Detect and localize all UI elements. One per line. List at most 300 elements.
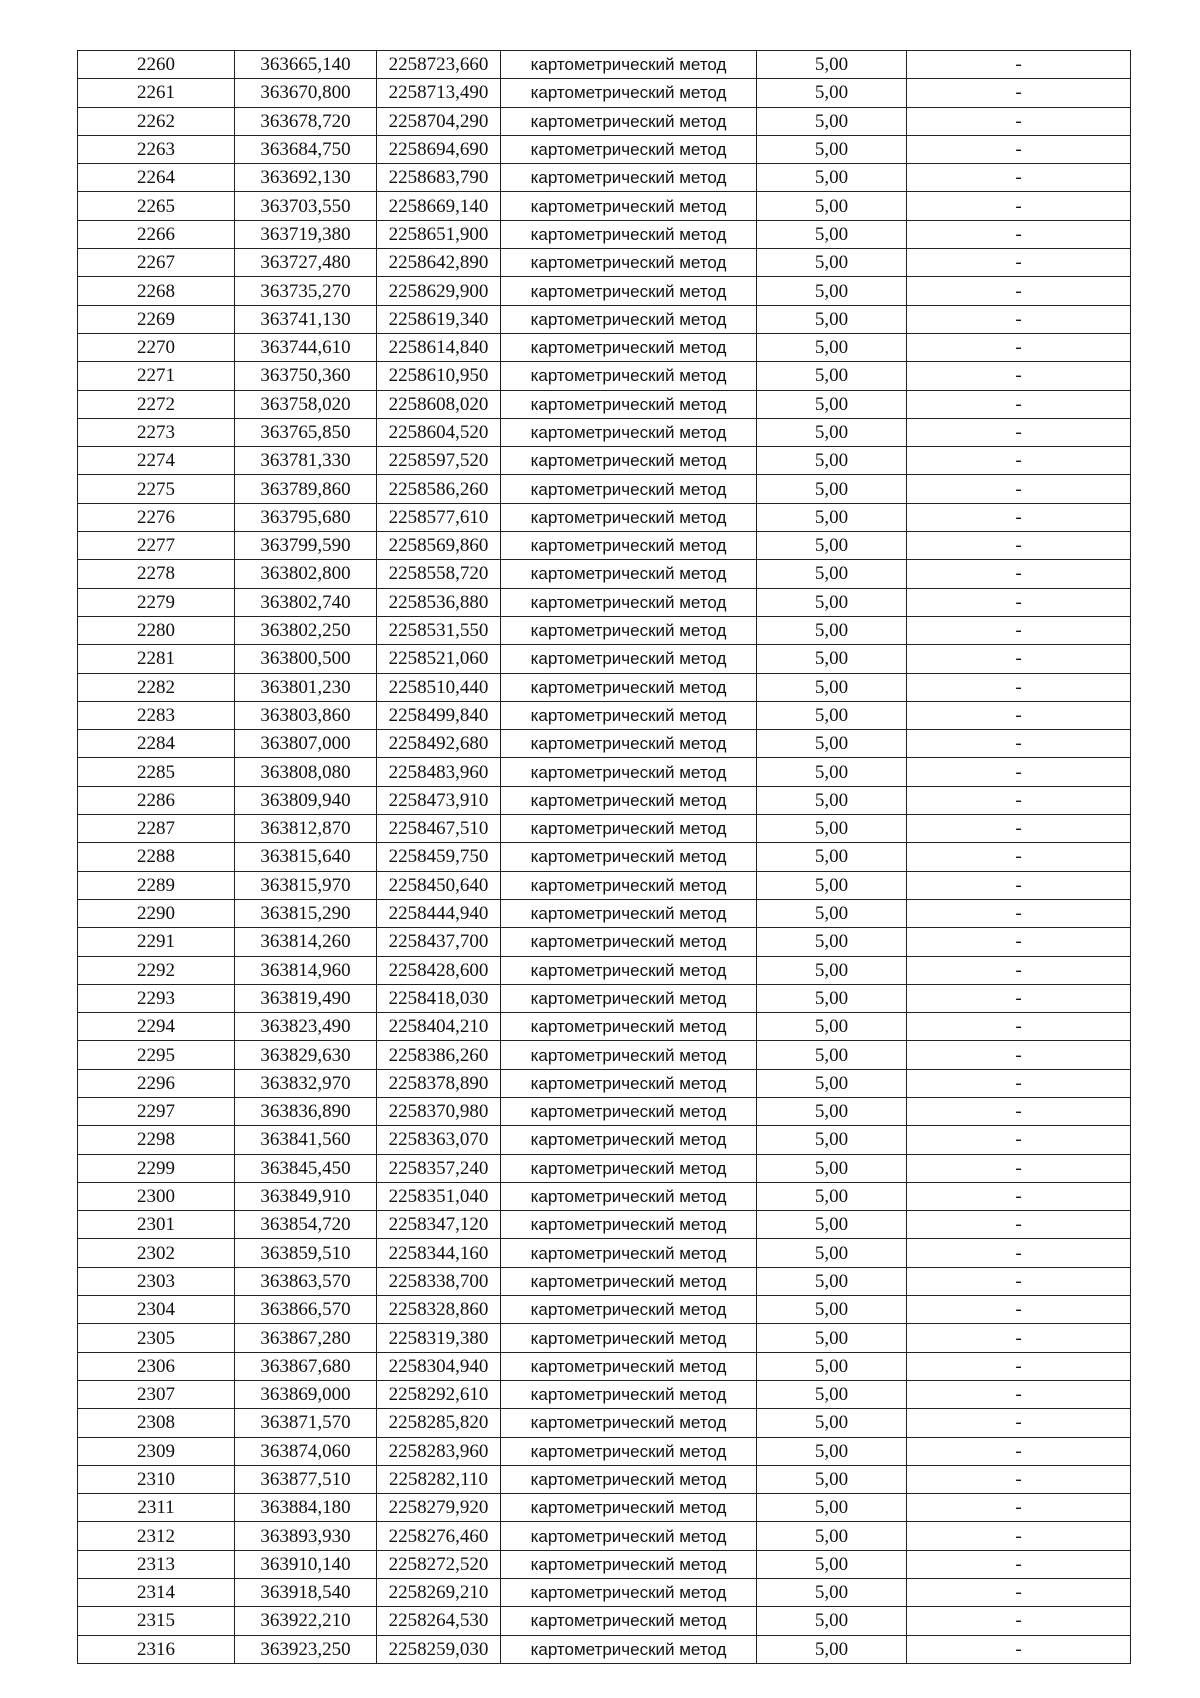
point-number-cell: 2269	[78, 305, 235, 333]
table-row	[78, 645, 1131, 673]
note-cell: -	[907, 588, 1131, 616]
y-coordinate-cell: 2258285,820	[377, 1409, 501, 1437]
x-coordinate-cell: 363735,270	[235, 277, 377, 305]
point-number-cell: 2316	[78, 1635, 235, 1663]
accuracy-cell: 5,00	[757, 1324, 907, 1352]
note-cell: -	[907, 616, 1131, 644]
x-coordinate-cell: 363781,330	[235, 447, 377, 475]
point-number-cell: 2280	[78, 616, 235, 644]
method-cell: картометрический метод	[501, 79, 757, 107]
y-coordinate-cell: 2258450,640	[377, 871, 501, 899]
method-cell: картометрический метод	[501, 1550, 757, 1578]
x-coordinate-cell: 363922,210	[235, 1607, 377, 1635]
method-cell: картометрический метод	[501, 220, 757, 248]
point-number-cell: 2262	[78, 107, 235, 135]
note-cell: -	[907, 1465, 1131, 1493]
accuracy-cell: 5,00	[757, 1126, 907, 1154]
y-coordinate-cell: 2258619,340	[377, 305, 501, 333]
accuracy-cell: 5,00	[757, 815, 907, 843]
note-cell: -	[907, 1267, 1131, 1295]
note-cell: -	[907, 1296, 1131, 1324]
y-coordinate-cell: 2258704,290	[377, 107, 501, 135]
point-number-cell: 2304	[78, 1296, 235, 1324]
note-cell: -	[907, 277, 1131, 305]
y-coordinate-cell: 2258418,030	[377, 984, 501, 1012]
x-coordinate-cell: 363802,800	[235, 560, 377, 588]
note-cell: -	[907, 928, 1131, 956]
method-cell: картометрический метод	[501, 815, 757, 843]
accuracy-cell: 5,00	[757, 1522, 907, 1550]
table-row	[78, 1013, 1131, 1041]
note-cell: -	[907, 1097, 1131, 1125]
point-number-cell: 2277	[78, 532, 235, 560]
point-number-cell: 2292	[78, 956, 235, 984]
y-coordinate-cell: 2258586,260	[377, 475, 501, 503]
method-cell: картометрический метод	[501, 1494, 757, 1522]
note-cell: -	[907, 1182, 1131, 1210]
accuracy-cell: 5,00	[757, 645, 907, 673]
accuracy-cell: 5,00	[757, 220, 907, 248]
y-coordinate-cell: 2258259,030	[377, 1635, 501, 1663]
point-number-cell: 2302	[78, 1239, 235, 1267]
table-row	[78, 390, 1131, 418]
accuracy-cell: 5,00	[757, 1635, 907, 1663]
method-cell: картометрический метод	[501, 786, 757, 814]
point-number-cell: 2282	[78, 673, 235, 701]
table-row	[78, 1154, 1131, 1182]
x-coordinate-cell: 363836,890	[235, 1097, 377, 1125]
point-number-cell: 2301	[78, 1211, 235, 1239]
method-cell: картометрический метод	[501, 1097, 757, 1125]
point-number-cell: 2281	[78, 645, 235, 673]
y-coordinate-cell: 2258370,980	[377, 1097, 501, 1125]
y-coordinate-cell: 2258473,910	[377, 786, 501, 814]
point-number-cell: 2276	[78, 503, 235, 531]
x-coordinate-cell: 363801,230	[235, 673, 377, 701]
note-cell: -	[907, 1069, 1131, 1097]
table-row	[78, 1550, 1131, 1578]
note-cell: -	[907, 815, 1131, 843]
x-coordinate-cell: 363665,140	[235, 51, 377, 79]
accuracy-cell: 5,00	[757, 843, 907, 871]
note-cell: -	[907, 305, 1131, 333]
y-coordinate-cell: 2258338,700	[377, 1267, 501, 1295]
x-coordinate-cell: 363802,250	[235, 616, 377, 644]
y-coordinate-cell: 2258276,460	[377, 1522, 501, 1550]
y-coordinate-cell: 2258344,160	[377, 1239, 501, 1267]
table-row	[78, 135, 1131, 163]
accuracy-cell: 5,00	[757, 192, 907, 220]
point-number-cell: 2266	[78, 220, 235, 248]
y-coordinate-cell: 2258597,520	[377, 447, 501, 475]
method-cell: картометрический метод	[501, 701, 757, 729]
method-cell: картометрический метод	[501, 1182, 757, 1210]
accuracy-cell: 5,00	[757, 701, 907, 729]
note-cell: -	[907, 1154, 1131, 1182]
x-coordinate-cell: 363874,060	[235, 1437, 377, 1465]
y-coordinate-cell: 2258629,900	[377, 277, 501, 305]
point-number-cell: 2271	[78, 362, 235, 390]
accuracy-cell: 5,00	[757, 135, 907, 163]
x-coordinate-cell: 363750,360	[235, 362, 377, 390]
accuracy-cell: 5,00	[757, 305, 907, 333]
note-cell: -	[907, 899, 1131, 927]
table-row	[78, 1324, 1131, 1352]
y-coordinate-cell: 2258363,070	[377, 1126, 501, 1154]
accuracy-cell: 5,00	[757, 107, 907, 135]
point-number-cell: 2311	[78, 1494, 235, 1522]
x-coordinate-cell: 363866,570	[235, 1296, 377, 1324]
accuracy-cell: 5,00	[757, 1579, 907, 1607]
note-cell: -	[907, 362, 1131, 390]
x-coordinate-cell: 363803,860	[235, 701, 377, 729]
table-row	[78, 333, 1131, 361]
note-cell: -	[907, 1211, 1131, 1239]
accuracy-cell: 5,00	[757, 277, 907, 305]
x-coordinate-cell: 363819,490	[235, 984, 377, 1012]
note-cell: -	[907, 843, 1131, 871]
method-cell: картометрический метод	[501, 899, 757, 927]
table-row	[78, 1041, 1131, 1069]
point-number-cell: 2270	[78, 333, 235, 361]
method-cell: картометрический метод	[501, 1069, 757, 1097]
x-coordinate-cell: 363812,870	[235, 815, 377, 843]
coordinates-table-body	[78, 51, 1131, 1664]
x-coordinate-cell: 363854,720	[235, 1211, 377, 1239]
note-cell: -	[907, 1635, 1131, 1663]
x-coordinate-cell: 363684,750	[235, 135, 377, 163]
x-coordinate-cell: 363744,610	[235, 333, 377, 361]
method-cell: картометрический метод	[501, 333, 757, 361]
y-coordinate-cell: 2258282,110	[377, 1465, 501, 1493]
method-cell: картометрический метод	[501, 1380, 757, 1408]
accuracy-cell: 5,00	[757, 1465, 907, 1493]
accuracy-cell: 5,00	[757, 51, 907, 79]
y-coordinate-cell: 2258558,720	[377, 560, 501, 588]
accuracy-cell: 5,00	[757, 1041, 907, 1069]
accuracy-cell: 5,00	[757, 1296, 907, 1324]
point-number-cell: 2315	[78, 1607, 235, 1635]
point-number-cell: 2309	[78, 1437, 235, 1465]
note-cell: -	[907, 418, 1131, 446]
table-row	[78, 616, 1131, 644]
method-cell: картометрический метод	[501, 418, 757, 446]
point-number-cell: 2294	[78, 1013, 235, 1041]
accuracy-cell: 5,00	[757, 588, 907, 616]
note-cell: -	[907, 956, 1131, 984]
table-row	[78, 984, 1131, 1012]
note-cell: -	[907, 503, 1131, 531]
point-number-cell: 2306	[78, 1352, 235, 1380]
table-row	[78, 730, 1131, 758]
table-row	[78, 560, 1131, 588]
note-cell: -	[907, 79, 1131, 107]
method-cell: картометрический метод	[501, 277, 757, 305]
point-number-cell: 2310	[78, 1465, 235, 1493]
method-cell: картометрический метод	[501, 1324, 757, 1352]
table-row	[78, 1069, 1131, 1097]
accuracy-cell: 5,00	[757, 1211, 907, 1239]
x-coordinate-cell: 363814,960	[235, 956, 377, 984]
y-coordinate-cell: 2258304,940	[377, 1352, 501, 1380]
accuracy-cell: 5,00	[757, 560, 907, 588]
x-coordinate-cell: 363918,540	[235, 1579, 377, 1607]
y-coordinate-cell: 2258378,890	[377, 1069, 501, 1097]
note-cell: -	[907, 786, 1131, 814]
accuracy-cell: 5,00	[757, 447, 907, 475]
method-cell: картометрический метод	[501, 673, 757, 701]
table-row	[78, 1211, 1131, 1239]
point-number-cell: 2260	[78, 51, 235, 79]
x-coordinate-cell: 363815,290	[235, 899, 377, 927]
y-coordinate-cell: 2258264,530	[377, 1607, 501, 1635]
table-row	[78, 673, 1131, 701]
method-cell: картометрический метод	[501, 730, 757, 758]
point-number-cell: 2287	[78, 815, 235, 843]
x-coordinate-cell: 363863,570	[235, 1267, 377, 1295]
note-cell: -	[907, 871, 1131, 899]
x-coordinate-cell: 363867,280	[235, 1324, 377, 1352]
table-row	[78, 249, 1131, 277]
accuracy-cell: 5,00	[757, 475, 907, 503]
note-cell: -	[907, 333, 1131, 361]
method-cell: картометрический метод	[501, 1154, 757, 1182]
y-coordinate-cell: 2258683,790	[377, 164, 501, 192]
method-cell: картометрический метод	[501, 1352, 757, 1380]
accuracy-cell: 5,00	[757, 1239, 907, 1267]
y-coordinate-cell: 2258428,600	[377, 956, 501, 984]
x-coordinate-cell: 363758,020	[235, 390, 377, 418]
method-cell: картометрический метод	[501, 192, 757, 220]
x-coordinate-cell: 363823,490	[235, 1013, 377, 1041]
table-row	[78, 503, 1131, 531]
method-cell: картометрический метод	[501, 758, 757, 786]
accuracy-cell: 5,00	[757, 333, 907, 361]
table-row	[78, 1437, 1131, 1465]
table-row	[78, 899, 1131, 927]
x-coordinate-cell: 363727,480	[235, 249, 377, 277]
x-coordinate-cell: 363741,130	[235, 305, 377, 333]
x-coordinate-cell: 363809,940	[235, 786, 377, 814]
method-cell: картометрический метод	[501, 164, 757, 192]
x-coordinate-cell: 363789,860	[235, 475, 377, 503]
x-coordinate-cell: 363799,590	[235, 532, 377, 560]
point-number-cell: 2265	[78, 192, 235, 220]
method-cell: картометрический метод	[501, 1437, 757, 1465]
x-coordinate-cell: 363893,930	[235, 1522, 377, 1550]
accuracy-cell: 5,00	[757, 1409, 907, 1437]
point-number-cell: 2283	[78, 701, 235, 729]
x-coordinate-cell: 363832,970	[235, 1069, 377, 1097]
accuracy-cell: 5,00	[757, 1097, 907, 1125]
point-number-cell: 2284	[78, 730, 235, 758]
table-row	[78, 843, 1131, 871]
method-cell: картометрический метод	[501, 532, 757, 560]
method-cell: картометрический метод	[501, 1211, 757, 1239]
table-row	[78, 192, 1131, 220]
table-row	[78, 447, 1131, 475]
table-row	[78, 107, 1131, 135]
point-number-cell: 2264	[78, 164, 235, 192]
accuracy-cell: 5,00	[757, 1380, 907, 1408]
table-row	[78, 701, 1131, 729]
coordinates-table	[77, 50, 1131, 1664]
method-cell: картометрический метод	[501, 1041, 757, 1069]
table-row	[78, 928, 1131, 956]
method-cell: картометрический метод	[501, 362, 757, 390]
y-coordinate-cell: 2258444,940	[377, 899, 501, 927]
method-cell: картометрический метод	[501, 1296, 757, 1324]
table-row	[78, 1296, 1131, 1324]
x-coordinate-cell: 363845,450	[235, 1154, 377, 1182]
point-number-cell: 2307	[78, 1380, 235, 1408]
note-cell: -	[907, 164, 1131, 192]
point-number-cell: 2297	[78, 1097, 235, 1125]
accuracy-cell: 5,00	[757, 1069, 907, 1097]
point-number-cell: 2288	[78, 843, 235, 871]
note-cell: -	[907, 1522, 1131, 1550]
y-coordinate-cell: 2258328,860	[377, 1296, 501, 1324]
note-cell: -	[907, 390, 1131, 418]
y-coordinate-cell: 2258642,890	[377, 249, 501, 277]
point-number-cell: 2261	[78, 79, 235, 107]
x-coordinate-cell: 363815,640	[235, 843, 377, 871]
point-number-cell: 2303	[78, 1267, 235, 1295]
table-row	[78, 1607, 1131, 1635]
y-coordinate-cell: 2258608,020	[377, 390, 501, 418]
method-cell: картометрический метод	[501, 51, 757, 79]
note-cell: -	[907, 1013, 1131, 1041]
y-coordinate-cell: 2258604,520	[377, 418, 501, 446]
note-cell: -	[907, 447, 1131, 475]
note-cell: -	[907, 475, 1131, 503]
x-coordinate-cell: 363829,630	[235, 1041, 377, 1069]
note-cell: -	[907, 701, 1131, 729]
table-row	[78, 871, 1131, 899]
point-number-cell: 2272	[78, 390, 235, 418]
x-coordinate-cell: 363807,000	[235, 730, 377, 758]
table-row	[78, 532, 1131, 560]
point-number-cell: 2312	[78, 1522, 235, 1550]
y-coordinate-cell: 2258499,840	[377, 701, 501, 729]
table-row	[78, 1380, 1131, 1408]
x-coordinate-cell: 363692,130	[235, 164, 377, 192]
point-number-cell: 2295	[78, 1041, 235, 1069]
method-cell: картометрический метод	[501, 1126, 757, 1154]
method-cell: картометрический метод	[501, 1267, 757, 1295]
note-cell: -	[907, 1579, 1131, 1607]
y-coordinate-cell: 2258569,860	[377, 532, 501, 560]
note-cell: -	[907, 673, 1131, 701]
y-coordinate-cell: 2258386,260	[377, 1041, 501, 1069]
note-cell: -	[907, 1437, 1131, 1465]
x-coordinate-cell: 363910,140	[235, 1550, 377, 1578]
note-cell: -	[907, 107, 1131, 135]
y-coordinate-cell: 2258510,440	[377, 673, 501, 701]
note-cell: -	[907, 1239, 1131, 1267]
accuracy-cell: 5,00	[757, 1607, 907, 1635]
y-coordinate-cell: 2258351,040	[377, 1182, 501, 1210]
x-coordinate-cell: 363808,080	[235, 758, 377, 786]
y-coordinate-cell: 2258467,510	[377, 815, 501, 843]
y-coordinate-cell: 2258279,920	[377, 1494, 501, 1522]
point-number-cell: 2273	[78, 418, 235, 446]
method-cell: картометрический метод	[501, 1013, 757, 1041]
accuracy-cell: 5,00	[757, 786, 907, 814]
accuracy-cell: 5,00	[757, 79, 907, 107]
note-cell: -	[907, 1324, 1131, 1352]
point-number-cell: 2299	[78, 1154, 235, 1182]
x-coordinate-cell: 363815,970	[235, 871, 377, 899]
y-coordinate-cell: 2258577,610	[377, 503, 501, 531]
accuracy-cell: 5,00	[757, 1267, 907, 1295]
method-cell: картометрический метод	[501, 984, 757, 1012]
accuracy-cell: 5,00	[757, 956, 907, 984]
y-coordinate-cell: 2258669,140	[377, 192, 501, 220]
table-row	[78, 1465, 1131, 1493]
y-coordinate-cell: 2258651,900	[377, 220, 501, 248]
note-cell: -	[907, 984, 1131, 1012]
table-row	[78, 1522, 1131, 1550]
table-row	[78, 1579, 1131, 1607]
table-row	[78, 79, 1131, 107]
point-number-cell: 2308	[78, 1409, 235, 1437]
x-coordinate-cell: 363802,740	[235, 588, 377, 616]
table-row	[78, 1494, 1131, 1522]
x-coordinate-cell: 363869,000	[235, 1380, 377, 1408]
accuracy-cell: 5,00	[757, 1494, 907, 1522]
accuracy-cell: 5,00	[757, 164, 907, 192]
table-row	[78, 1097, 1131, 1125]
method-cell: картометрический метод	[501, 645, 757, 673]
note-cell: -	[907, 192, 1131, 220]
y-coordinate-cell: 2258492,680	[377, 730, 501, 758]
method-cell: картометрический метод	[501, 503, 757, 531]
table-row	[78, 164, 1131, 192]
x-coordinate-cell: 363884,180	[235, 1494, 377, 1522]
note-cell: -	[907, 532, 1131, 560]
accuracy-cell: 5,00	[757, 616, 907, 644]
accuracy-cell: 5,00	[757, 871, 907, 899]
x-coordinate-cell: 363841,560	[235, 1126, 377, 1154]
x-coordinate-cell: 363871,570	[235, 1409, 377, 1437]
note-cell: -	[907, 758, 1131, 786]
accuracy-cell: 5,00	[757, 362, 907, 390]
method-cell: картометрический метод	[501, 560, 757, 588]
method-cell: картометрический метод	[501, 871, 757, 899]
accuracy-cell: 5,00	[757, 418, 907, 446]
table-row	[78, 758, 1131, 786]
note-cell: -	[907, 249, 1131, 277]
method-cell: картометрический метод	[501, 843, 757, 871]
table-row	[78, 1267, 1131, 1295]
point-number-cell: 2296	[78, 1069, 235, 1097]
table-row	[78, 588, 1131, 616]
y-coordinate-cell: 2258459,750	[377, 843, 501, 871]
table-row	[78, 418, 1131, 446]
table-row	[78, 956, 1131, 984]
note-cell: -	[907, 1550, 1131, 1578]
y-coordinate-cell: 2258283,960	[377, 1437, 501, 1465]
x-coordinate-cell: 363795,680	[235, 503, 377, 531]
table-row	[78, 51, 1131, 79]
y-coordinate-cell: 2258610,950	[377, 362, 501, 390]
point-number-cell: 2286	[78, 786, 235, 814]
point-number-cell: 2279	[78, 588, 235, 616]
table-row	[78, 475, 1131, 503]
y-coordinate-cell: 2258694,690	[377, 135, 501, 163]
x-coordinate-cell: 363859,510	[235, 1239, 377, 1267]
